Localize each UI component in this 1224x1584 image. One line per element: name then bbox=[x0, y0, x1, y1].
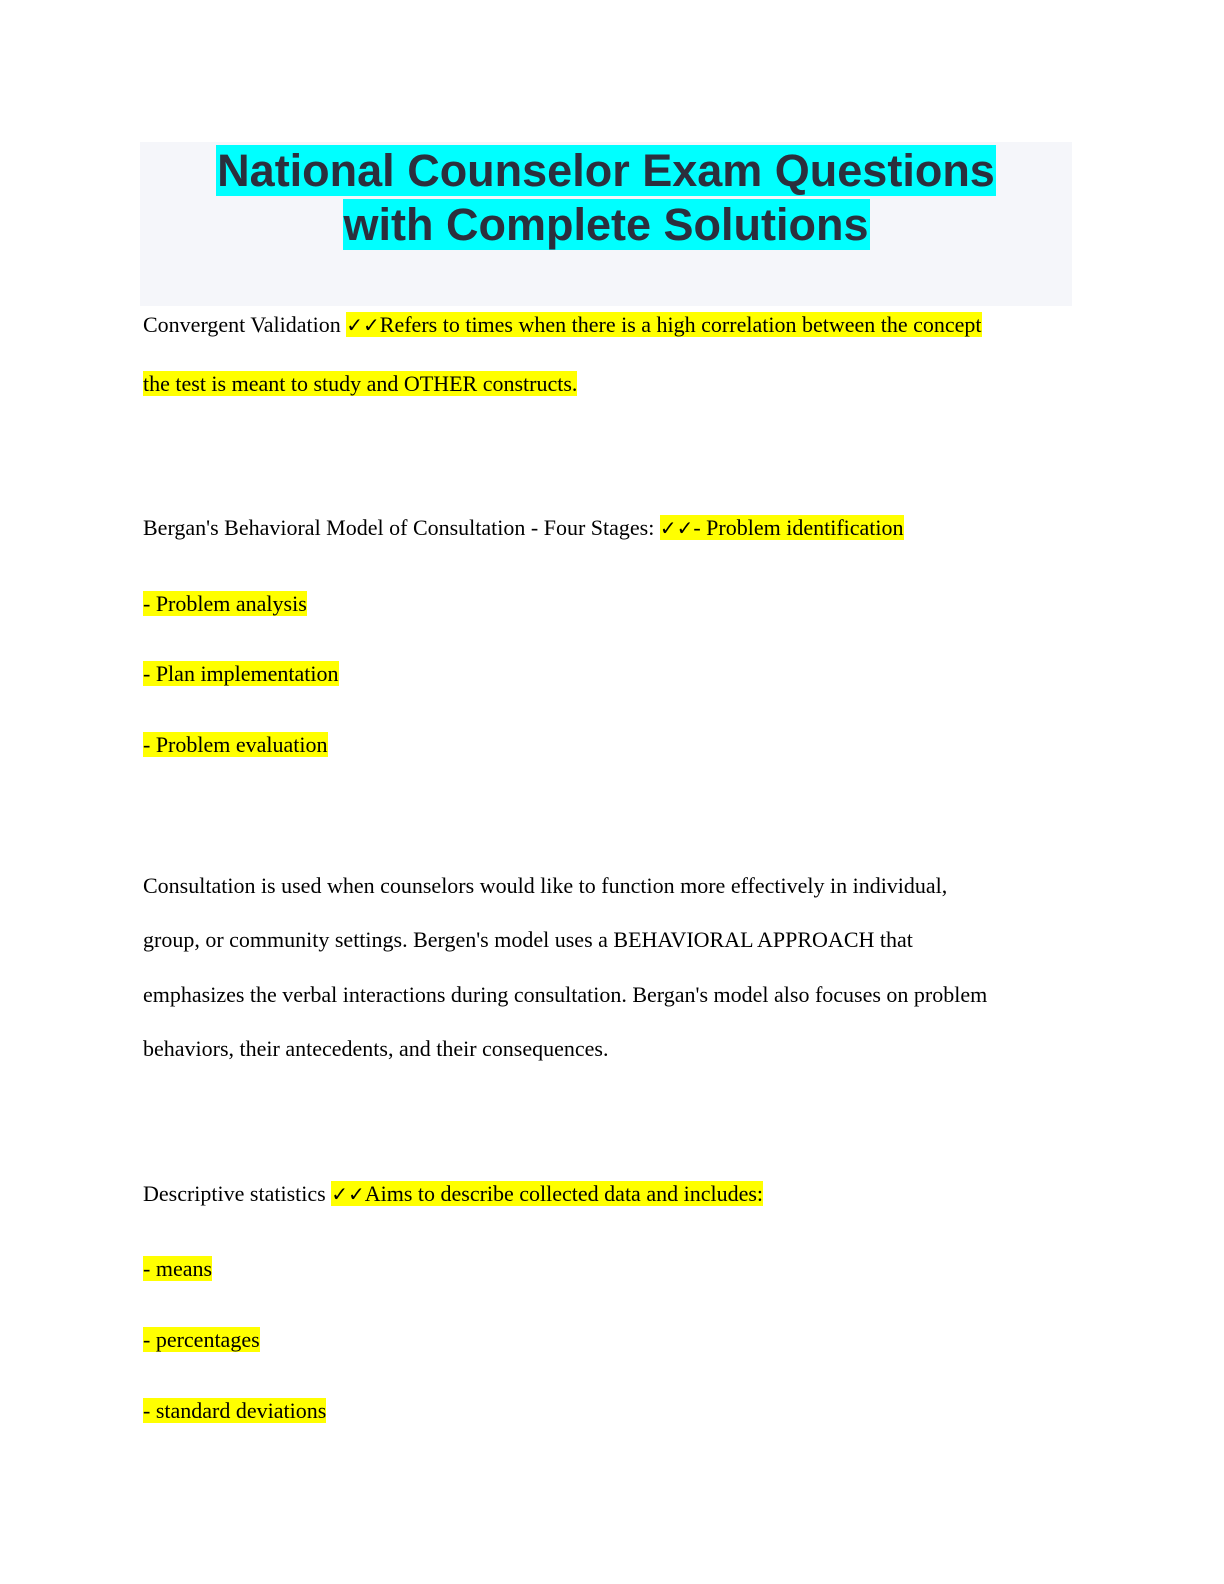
answer-text: the test is meant to study and OTHER constructs. bbox=[143, 371, 578, 396]
double-check-icon: ✓✓ bbox=[659, 516, 694, 540]
paragraph-line: group, or community settings. Bergen's model uses a BEHAVIORAL APPROACH that bbox=[143, 927, 913, 952]
answer-text: - standard deviations bbox=[143, 1398, 327, 1423]
document-title-line-2: with Complete Solutions bbox=[343, 199, 869, 250]
answer-highlight bbox=[660, 515, 904, 540]
answer-text: - Plan implementation bbox=[143, 661, 339, 686]
list-item bbox=[143, 1396, 326, 1426]
double-check-icon: ✓✓ bbox=[331, 1182, 365, 1206]
qa-convergent-question-line bbox=[143, 310, 982, 340]
paragraph-line: emphasizes the verbal interactions during consultation. Bergan's model also focuses on problem bbox=[143, 982, 988, 1007]
answer-text: - Problem evaluation bbox=[143, 732, 328, 757]
qa-descriptive-question-line bbox=[143, 1179, 763, 1209]
list-item bbox=[143, 589, 307, 619]
list-item bbox=[143, 730, 328, 760]
term-descriptive-statistics: Descriptive statistics bbox=[143, 1181, 332, 1206]
term-bergan-model: Bergan's Behavioral Model of Consultation - Four Stages: bbox=[143, 515, 660, 540]
list-item bbox=[143, 1325, 260, 1355]
double-check-icon: ✓✓ bbox=[346, 313, 380, 337]
answer-text: - Problem identification bbox=[693, 515, 904, 540]
paragraph-line: behaviors, their antecedents, and their consequences. bbox=[143, 1036, 609, 1061]
list-item bbox=[143, 1254, 212, 1284]
answer-highlight bbox=[346, 312, 981, 337]
answer-text: Refers to times when there is a high correlation between the concept bbox=[379, 312, 982, 337]
qa-convergent-answer-line-2 bbox=[143, 369, 577, 399]
answer-text: Aims to describe collected data and includes: bbox=[364, 1181, 764, 1206]
list-item bbox=[143, 659, 339, 689]
qa-bergan-question-line bbox=[143, 513, 904, 543]
answer-text: - Problem analysis bbox=[143, 591, 307, 616]
document-title-line-1: National Counselor Exam Questions bbox=[217, 145, 995, 196]
answer-text: - means bbox=[143, 1256, 213, 1281]
title-block bbox=[140, 142, 1072, 306]
term-convergent-validation: Convergent Validation bbox=[143, 312, 347, 337]
answer-highlight bbox=[331, 1181, 763, 1206]
paragraph-line: Consultation is used when counselors would like to function more effectively in individual, bbox=[143, 873, 948, 898]
answer-text: - percentages bbox=[143, 1327, 260, 1352]
